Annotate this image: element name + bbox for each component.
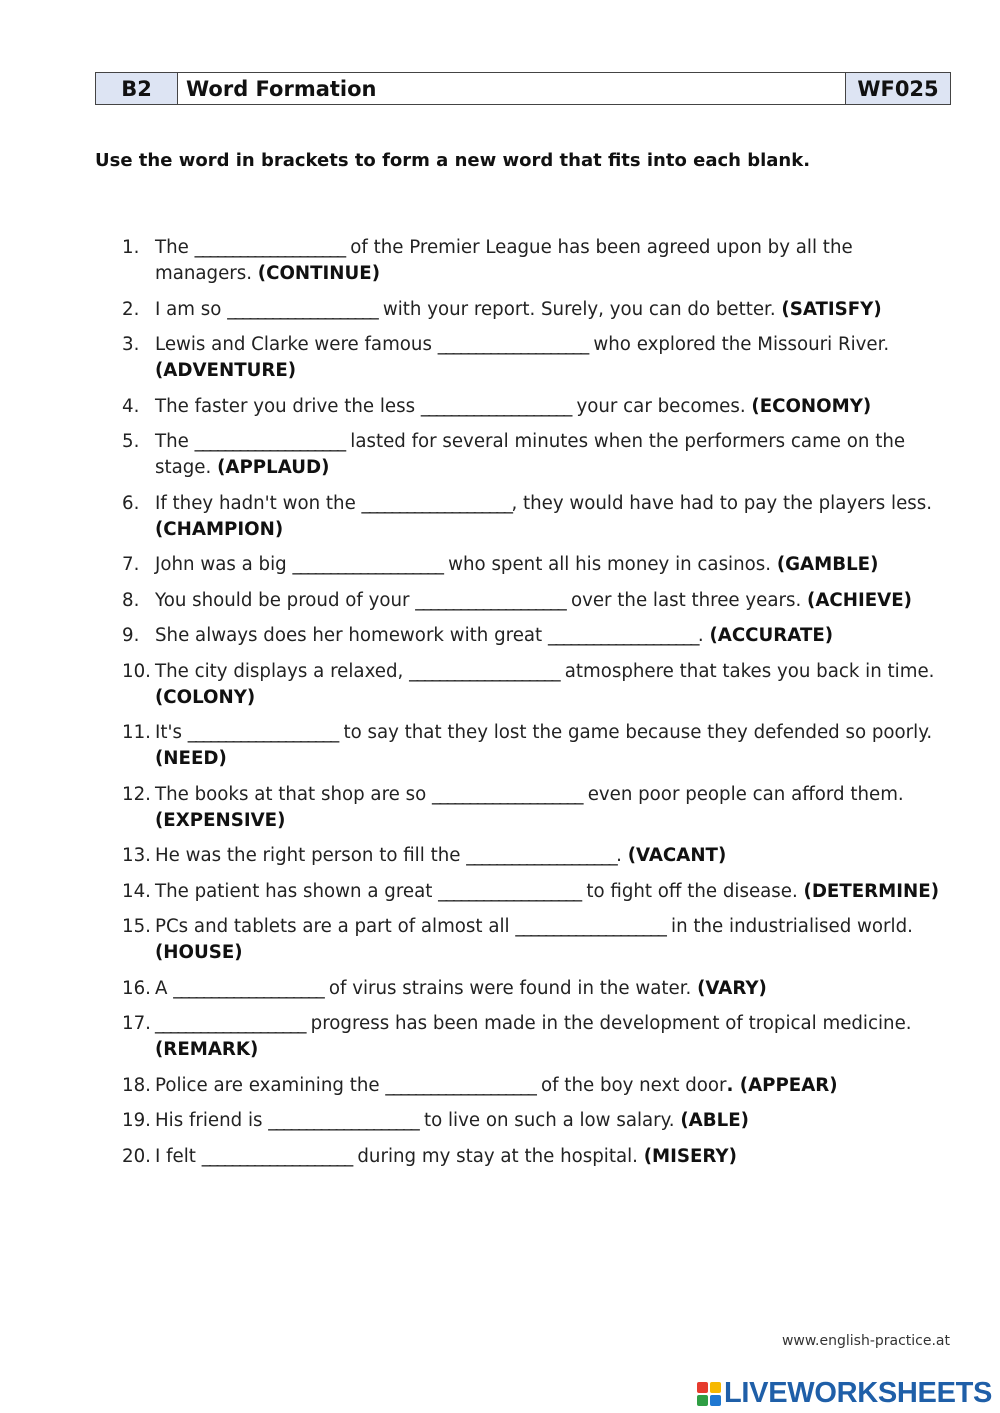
- sentence-start: Lewis and Clarke were famous: [155, 334, 438, 355]
- item-sentence: [155, 235, 952, 287]
- base-word-hint: (DETERMINE): [803, 880, 940, 902]
- sentence-end: to fight off the disease.: [580, 880, 804, 902]
- exercise-item: [122, 1011, 952, 1063]
- sentence-start: John was a big: [155, 554, 293, 575]
- sentence-end: who explored the Missouri River.: [587, 334, 890, 355]
- sentence-start: His friend is: [155, 1110, 269, 1131]
- exercise-item: [122, 1144, 952, 1170]
- item-sentence: [155, 332, 952, 384]
- sentence-start: A: [155, 977, 174, 999]
- exercise-item: [122, 1108, 952, 1134]
- sentence-end: of the boy next door: [535, 1074, 727, 1096]
- answer-blank[interactable]: ____________________: [194, 431, 345, 452]
- item-sentence: [155, 552, 952, 578]
- exercise-item: [122, 659, 952, 711]
- item-number: 8.: [122, 589, 140, 611]
- answer-blank[interactable]: ____________________: [515, 916, 666, 937]
- worksheet-title: Word Formation: [178, 73, 846, 105]
- base-word-hint: (ACHIEVE): [807, 589, 912, 611]
- sentence-start: The faster you drive the less: [155, 395, 421, 417]
- exercise-item: [122, 782, 952, 834]
- base-word-hint: (ABLE): [680, 1110, 749, 1131]
- item-number: 1.: [122, 237, 140, 258]
- base-word-hint: . (APPEAR): [726, 1074, 838, 1096]
- answer-blank[interactable]: ____________________: [466, 845, 617, 866]
- base-word-hint: (ADVENTURE): [155, 360, 297, 381]
- sentence-end: of virus strains were found in the water.: [323, 977, 698, 999]
- exercise-item: [122, 914, 952, 966]
- answer-blank[interactable]: ____________________: [227, 298, 378, 320]
- answer-blank[interactable]: ____________________: [432, 783, 582, 805]
- base-word-hint: (VACANT): [627, 845, 727, 866]
- exercise-item: [122, 235, 952, 287]
- answer-blank[interactable]: ____________________: [361, 492, 512, 514]
- answer-blank[interactable]: ____________________: [420, 395, 571, 417]
- item-sentence: [155, 1073, 952, 1099]
- sentence-end: during my stay at the hospital.: [351, 1145, 644, 1167]
- item-sentence: [155, 843, 952, 869]
- exercise-item: [122, 1073, 952, 1099]
- exercise-item: [122, 552, 952, 578]
- level-label: B2: [96, 73, 178, 105]
- item-number: 12.: [122, 783, 151, 805]
- base-word-hint: (COLONY): [155, 686, 256, 708]
- liveworksheets-logo-icon: [697, 1382, 721, 1406]
- exercise-item: [122, 843, 952, 869]
- base-word-hint: (HOUSE): [155, 942, 243, 963]
- item-number: 20.: [122, 1145, 151, 1167]
- item-number: 18.: [122, 1074, 151, 1096]
- sentence-start: The patient has shown a great: [155, 880, 439, 902]
- sentence-end: even poor people can afford them.: [581, 783, 904, 805]
- answer-blank[interactable]: ____________________: [187, 722, 338, 743]
- base-word-hint: (MISERY): [643, 1145, 737, 1167]
- base-word-hint: (CHAMPION): [155, 518, 284, 540]
- sentence-start: The: [155, 237, 195, 258]
- sentence-start: The: [155, 431, 195, 452]
- answer-blank[interactable]: ___________________: [438, 880, 581, 902]
- exercise-list: [122, 235, 952, 1179]
- source-url[interactable]: www.english-practice.at: [781, 1333, 950, 1349]
- base-word-hint: (VARY): [697, 977, 767, 999]
- item-sentence: [155, 1108, 952, 1134]
- sentence-end: .: [616, 845, 628, 866]
- answer-blank[interactable]: ____________________: [194, 237, 345, 258]
- logo-square-green: [697, 1395, 708, 1406]
- item-sentence: [155, 879, 952, 905]
- item-sentence: [155, 429, 952, 481]
- item-sentence: [155, 1011, 952, 1063]
- exercise-item: [122, 297, 952, 323]
- sentence-start: It's: [155, 722, 188, 743]
- sentence-start: If they hadn't won the: [155, 492, 362, 514]
- sentence-start: He was the right person to fill the: [155, 845, 467, 866]
- worksheet-code: WF025: [846, 73, 951, 105]
- exercise-item: [122, 491, 952, 543]
- sentence-start: The city displays a relaxed,: [155, 660, 410, 682]
- base-word-hint: (APPLAUD): [217, 457, 330, 478]
- sentence-end: to live on such a low salary.: [418, 1110, 681, 1131]
- exercise-item: [122, 394, 952, 420]
- item-sentence: [155, 914, 952, 966]
- sentence-end: with your report. Surely, you can do better.: [377, 298, 782, 320]
- sentence-end: in the industrialised world.: [665, 916, 913, 937]
- answer-blank[interactable]: ____________________: [547, 625, 698, 646]
- answer-blank[interactable]: ____________________: [173, 977, 324, 999]
- sentence-end: lasted for several minutes when the performers came on the stage.: [155, 431, 906, 478]
- item-sentence: [155, 491, 952, 543]
- sentence-end: atmosphere that takes you back in time.: [558, 660, 935, 682]
- item-sentence: [155, 659, 952, 711]
- sentence-end: over the last three years.: [565, 589, 808, 611]
- item-number: 17.: [122, 1013, 151, 1034]
- instructions: Use the word in brackets to form a new word that fits into each blank.: [95, 150, 811, 171]
- sentence-start: You should be proud of your: [155, 589, 416, 611]
- item-number: 11.: [122, 722, 151, 743]
- item-number: 15.: [122, 916, 151, 937]
- item-number: 5.: [122, 431, 140, 452]
- exercise-item: [122, 429, 952, 481]
- exercise-item: [122, 623, 952, 649]
- item-sentence: [155, 297, 952, 323]
- sentence-end: who spent all his money in casinos.: [442, 554, 777, 575]
- answer-blank[interactable]: ____________________: [292, 554, 443, 575]
- item-number: 19.: [122, 1110, 151, 1131]
- base-word-hint: (SATISFY): [781, 298, 882, 320]
- answer-blank[interactable]: ____________________: [437, 334, 588, 355]
- item-number: 6.: [122, 492, 140, 514]
- sentence-end: progress has been made in the development of tropical medicine.: [304, 1013, 912, 1034]
- answer-blank[interactable]: ____________________: [155, 1013, 305, 1034]
- sentence-end: , they would have had to pay the players less.: [511, 492, 933, 514]
- logo-square-blue: [710, 1395, 721, 1406]
- item-sentence: [155, 623, 952, 649]
- item-sentence: [155, 1144, 952, 1170]
- header-table: [95, 72, 951, 105]
- item-sentence: [155, 394, 952, 420]
- exercise-item: [122, 879, 952, 905]
- item-number: 2.: [122, 298, 140, 320]
- brand-name: LIVEWORKSHEETS: [724, 1377, 993, 1409]
- item-number: 4.: [122, 395, 140, 417]
- answer-blank[interactable]: ____________________: [201, 1145, 352, 1167]
- logo-square-yellow: [710, 1382, 721, 1393]
- item-number: 3.: [122, 334, 140, 355]
- base-word-hint: (ECONOMY): [751, 395, 872, 417]
- base-word-hint: (GAMBLE): [776, 554, 879, 575]
- item-number: 13.: [122, 845, 151, 866]
- sentence-start: I am so: [155, 298, 228, 320]
- base-word-hint: (NEED): [155, 748, 227, 769]
- item-sentence: [155, 720, 952, 772]
- sentence-start: I felt: [155, 1145, 202, 1167]
- answer-blank[interactable]: ____________________: [415, 589, 566, 611]
- exercise-item: [122, 332, 952, 384]
- item-number: 7.: [122, 554, 140, 575]
- item-sentence: [155, 782, 952, 834]
- sentence-end: .: [697, 625, 710, 646]
- item-sentence: [155, 976, 952, 1002]
- sentence-start: The books at that shop are so: [155, 783, 433, 805]
- exercise-item: [122, 588, 952, 614]
- exercise-item: [122, 720, 952, 772]
- base-word-hint: (ACCURATE): [709, 625, 834, 646]
- sentence-start: PCs and tablets are a part of almost all: [155, 916, 516, 937]
- item-sentence: [155, 588, 952, 614]
- sentence-end: to say that they lost the game because they defended so poorly.: [337, 722, 933, 743]
- item-number: 16.: [122, 977, 151, 999]
- item-number: 14.: [122, 880, 151, 902]
- sentence-start: Police are examining the: [155, 1074, 386, 1096]
- exercise-item: [122, 976, 952, 1002]
- base-word-hint: (REMARK): [155, 1039, 259, 1060]
- answer-blank[interactable]: ____________________: [385, 1074, 536, 1096]
- base-word-hint: (EXPENSIVE): [155, 809, 286, 831]
- item-number: 10.: [122, 660, 151, 682]
- item-number: 9.: [122, 625, 140, 646]
- sentence-end: of the Premier League has been agreed upon by all the managers.: [155, 237, 853, 284]
- answer-blank[interactable]: ____________________: [409, 660, 559, 682]
- sentence-start: She always does her homework with great: [155, 625, 548, 646]
- liveworksheets-brand[interactable]: [697, 1377, 992, 1410]
- logo-square-red: [697, 1382, 708, 1393]
- answer-blank[interactable]: ____________________: [268, 1110, 419, 1131]
- sentence-end: your car becomes.: [570, 395, 752, 417]
- base-word-hint: (CONTINUE): [257, 263, 381, 284]
